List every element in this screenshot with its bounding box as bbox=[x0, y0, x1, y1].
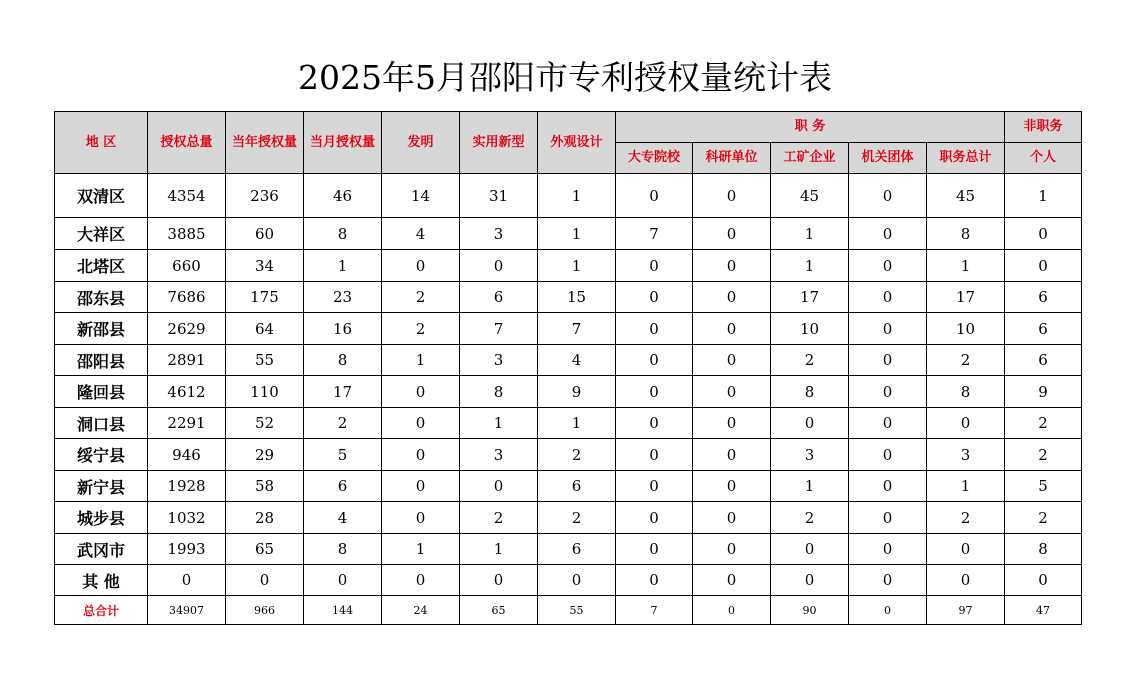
value-cell: 3 bbox=[771, 439, 849, 471]
table-row bbox=[55, 282, 1082, 313]
value-cell: 6 bbox=[1005, 282, 1082, 313]
value-cell: 0 bbox=[927, 534, 1005, 565]
value-cell: 2 bbox=[382, 282, 460, 313]
value-cell: 0 bbox=[226, 565, 304, 596]
header-design: 外观设计 bbox=[538, 112, 616, 174]
value-cell: 0 bbox=[616, 313, 693, 345]
value-cell: 8 bbox=[304, 534, 382, 565]
value-cell: 2 bbox=[538, 439, 616, 471]
value-cell: 0 bbox=[148, 565, 226, 596]
value-cell: 2291 bbox=[148, 408, 226, 439]
value-cell: 0 bbox=[616, 250, 693, 282]
value-cell: 2891 bbox=[148, 345, 226, 376]
value-cell: 0 bbox=[849, 408, 927, 439]
header-utility: 实用新型 bbox=[460, 112, 538, 174]
value-cell: 0 bbox=[849, 174, 927, 218]
total-value-cell: 55 bbox=[538, 596, 616, 625]
table-row bbox=[55, 250, 1082, 282]
value-cell: 2 bbox=[927, 345, 1005, 376]
header-invention: 发明 bbox=[382, 112, 460, 174]
value-cell: 0 bbox=[693, 376, 771, 408]
region-cell: 其 他 bbox=[55, 565, 148, 596]
total-value-cell: 90 bbox=[771, 596, 849, 625]
value-cell: 0 bbox=[382, 408, 460, 439]
total-value-cell: 144 bbox=[304, 596, 382, 625]
value-cell: 2 bbox=[771, 345, 849, 376]
value-cell: 2 bbox=[927, 502, 1005, 534]
value-cell: 0 bbox=[927, 565, 1005, 596]
value-cell: 946 bbox=[148, 439, 226, 471]
value-cell: 0 bbox=[538, 565, 616, 596]
header-universities: 大专院校 bbox=[616, 143, 693, 174]
header-year-grants: 当年授权量 bbox=[226, 112, 304, 174]
region-cell: 绥宁县 bbox=[55, 439, 148, 471]
value-cell: 1 bbox=[460, 408, 538, 439]
value-cell: 0 bbox=[304, 565, 382, 596]
value-cell: 0 bbox=[616, 565, 693, 596]
value-cell: 0 bbox=[927, 408, 1005, 439]
value-cell: 0 bbox=[771, 408, 849, 439]
value-cell: 0 bbox=[693, 565, 771, 596]
header-non-service: 非职务 bbox=[1005, 112, 1082, 143]
value-cell: 1928 bbox=[148, 471, 226, 502]
region-cell: 邵阳县 bbox=[55, 345, 148, 376]
table-row bbox=[55, 174, 1082, 218]
value-cell: 8 bbox=[304, 218, 382, 250]
value-cell: 29 bbox=[226, 439, 304, 471]
value-cell: 1 bbox=[538, 218, 616, 250]
value-cell: 0 bbox=[616, 502, 693, 534]
value-cell: 0 bbox=[693, 471, 771, 502]
value-cell: 5 bbox=[1005, 471, 1082, 502]
value-cell: 9 bbox=[1005, 376, 1082, 408]
value-cell: 1 bbox=[771, 250, 849, 282]
value-cell: 0 bbox=[849, 313, 927, 345]
value-cell: 0 bbox=[382, 376, 460, 408]
value-cell: 110 bbox=[226, 376, 304, 408]
header-region: 地 区 bbox=[55, 112, 148, 174]
value-cell: 65 bbox=[226, 534, 304, 565]
total-label: 总合计 bbox=[55, 596, 148, 625]
value-cell: 2 bbox=[304, 408, 382, 439]
value-cell: 0 bbox=[693, 313, 771, 345]
value-cell: 0 bbox=[849, 376, 927, 408]
value-cell: 0 bbox=[849, 534, 927, 565]
value-cell: 0 bbox=[460, 565, 538, 596]
value-cell: 0 bbox=[849, 250, 927, 282]
value-cell: 2629 bbox=[148, 313, 226, 345]
value-cell: 0 bbox=[693, 282, 771, 313]
value-cell: 4 bbox=[304, 502, 382, 534]
total-value-cell: 97 bbox=[927, 596, 1005, 625]
value-cell: 4 bbox=[382, 218, 460, 250]
value-cell: 0 bbox=[460, 250, 538, 282]
value-cell: 45 bbox=[771, 174, 849, 218]
value-cell: 0 bbox=[1005, 565, 1082, 596]
table-row bbox=[55, 376, 1082, 408]
value-cell: 175 bbox=[226, 282, 304, 313]
value-cell: 16 bbox=[304, 313, 382, 345]
value-cell: 1032 bbox=[148, 502, 226, 534]
value-cell: 0 bbox=[1005, 218, 1082, 250]
value-cell: 0 bbox=[382, 471, 460, 502]
value-cell: 45 bbox=[927, 174, 1005, 218]
value-cell: 8 bbox=[1005, 534, 1082, 565]
header-service-total: 职务总计 bbox=[927, 143, 1005, 174]
value-cell: 2 bbox=[460, 502, 538, 534]
value-cell: 6 bbox=[1005, 345, 1082, 376]
value-cell: 2 bbox=[382, 313, 460, 345]
value-cell: 17 bbox=[771, 282, 849, 313]
value-cell: 55 bbox=[226, 345, 304, 376]
table-row bbox=[55, 408, 1082, 439]
value-cell: 0 bbox=[849, 439, 927, 471]
region-cell: 新宁县 bbox=[55, 471, 148, 502]
value-cell: 0 bbox=[693, 439, 771, 471]
value-cell: 236 bbox=[226, 174, 304, 218]
region-cell: 武冈市 bbox=[55, 534, 148, 565]
value-cell: 660 bbox=[148, 250, 226, 282]
region-cell: 双清区 bbox=[55, 174, 148, 218]
value-cell: 4 bbox=[538, 345, 616, 376]
header-row-1 bbox=[55, 112, 1082, 143]
total-value-cell: 0 bbox=[693, 596, 771, 625]
value-cell: 0 bbox=[382, 439, 460, 471]
total-value-cell: 7 bbox=[616, 596, 693, 625]
table-row bbox=[55, 218, 1082, 250]
total-value-cell: 966 bbox=[226, 596, 304, 625]
value-cell: 0 bbox=[616, 408, 693, 439]
value-cell: 23 bbox=[304, 282, 382, 313]
value-cell: 0 bbox=[616, 376, 693, 408]
value-cell: 58 bbox=[226, 471, 304, 502]
value-cell: 0 bbox=[382, 565, 460, 596]
value-cell: 0 bbox=[382, 250, 460, 282]
total-value-cell: 0 bbox=[849, 596, 927, 625]
value-cell: 7 bbox=[460, 313, 538, 345]
value-cell: 1 bbox=[382, 534, 460, 565]
value-cell: 6 bbox=[304, 471, 382, 502]
value-cell: 0 bbox=[849, 471, 927, 502]
header-enterprises: 工矿企业 bbox=[771, 143, 849, 174]
value-cell: 1 bbox=[1005, 174, 1082, 218]
value-cell: 1 bbox=[538, 408, 616, 439]
value-cell: 17 bbox=[927, 282, 1005, 313]
region-cell: 城步县 bbox=[55, 502, 148, 534]
value-cell: 1 bbox=[538, 250, 616, 282]
value-cell: 0 bbox=[616, 439, 693, 471]
value-cell: 0 bbox=[693, 174, 771, 218]
value-cell: 6 bbox=[1005, 313, 1082, 345]
total-value-cell: 34907 bbox=[148, 596, 226, 625]
value-cell: 1 bbox=[460, 534, 538, 565]
value-cell: 0 bbox=[849, 345, 927, 376]
region-cell: 北塔区 bbox=[55, 250, 148, 282]
value-cell: 1 bbox=[382, 345, 460, 376]
value-cell: 0 bbox=[382, 502, 460, 534]
value-cell: 15 bbox=[538, 282, 616, 313]
value-cell: 2 bbox=[1005, 408, 1082, 439]
value-cell: 17 bbox=[304, 376, 382, 408]
header-month-grants: 当月授权量 bbox=[304, 112, 382, 174]
value-cell: 0 bbox=[616, 534, 693, 565]
value-cell: 0 bbox=[693, 218, 771, 250]
total-value-cell: 24 bbox=[382, 596, 460, 625]
total-row bbox=[55, 596, 1082, 625]
value-cell: 10 bbox=[927, 313, 1005, 345]
header-research-units: 科研单位 bbox=[693, 143, 771, 174]
value-cell: 3 bbox=[927, 439, 1005, 471]
patent-statistics-table bbox=[54, 111, 1082, 625]
value-cell: 6 bbox=[538, 534, 616, 565]
value-cell: 0 bbox=[693, 345, 771, 376]
value-cell: 3 bbox=[460, 439, 538, 471]
value-cell: 3885 bbox=[148, 218, 226, 250]
value-cell: 6 bbox=[538, 471, 616, 502]
value-cell: 7 bbox=[538, 313, 616, 345]
value-cell: 34 bbox=[226, 250, 304, 282]
header-government: 机关团体 bbox=[849, 143, 927, 174]
value-cell: 1 bbox=[304, 250, 382, 282]
value-cell: 0 bbox=[693, 534, 771, 565]
value-cell: 3 bbox=[460, 218, 538, 250]
value-cell: 0 bbox=[849, 282, 927, 313]
table-row bbox=[55, 439, 1082, 471]
value-cell: 7 bbox=[616, 218, 693, 250]
value-cell: 0 bbox=[616, 174, 693, 218]
value-cell: 0 bbox=[1005, 250, 1082, 282]
region-cell: 隆回县 bbox=[55, 376, 148, 408]
value-cell: 2 bbox=[1005, 439, 1082, 471]
value-cell: 8 bbox=[771, 376, 849, 408]
value-cell: 0 bbox=[616, 345, 693, 376]
value-cell: 8 bbox=[304, 345, 382, 376]
value-cell: 4612 bbox=[148, 376, 226, 408]
value-cell: 0 bbox=[693, 408, 771, 439]
value-cell: 8 bbox=[460, 376, 538, 408]
region-cell: 洞口县 bbox=[55, 408, 148, 439]
table-row bbox=[55, 565, 1082, 596]
value-cell: 0 bbox=[616, 471, 693, 502]
value-cell: 14 bbox=[382, 174, 460, 218]
header-service: 职 务 bbox=[616, 112, 1005, 143]
header-individual: 个人 bbox=[1005, 143, 1082, 174]
value-cell: 1 bbox=[771, 218, 849, 250]
value-cell: 28 bbox=[226, 502, 304, 534]
value-cell: 8 bbox=[927, 376, 1005, 408]
value-cell: 0 bbox=[771, 534, 849, 565]
header-total-grants: 授权总量 bbox=[148, 112, 226, 174]
value-cell: 1993 bbox=[148, 534, 226, 565]
table-row bbox=[55, 313, 1082, 345]
page-title: 2025年5月邵阳市专利授权量统计表 bbox=[298, 58, 832, 97]
value-cell: 10 bbox=[771, 313, 849, 345]
value-cell: 6 bbox=[460, 282, 538, 313]
value-cell: 0 bbox=[616, 282, 693, 313]
value-cell: 1 bbox=[927, 250, 1005, 282]
value-cell: 9 bbox=[538, 376, 616, 408]
total-value-cell: 65 bbox=[460, 596, 538, 625]
table-row bbox=[55, 471, 1082, 502]
value-cell: 1 bbox=[927, 471, 1005, 502]
value-cell: 2 bbox=[1005, 502, 1082, 534]
region-cell: 新邵县 bbox=[55, 313, 148, 345]
table-row bbox=[55, 534, 1082, 565]
value-cell: 5 bbox=[304, 439, 382, 471]
table-row bbox=[55, 502, 1082, 534]
table-row bbox=[55, 345, 1082, 376]
value-cell: 64 bbox=[226, 313, 304, 345]
value-cell: 60 bbox=[226, 218, 304, 250]
region-cell: 邵东县 bbox=[55, 282, 148, 313]
value-cell: 8 bbox=[927, 218, 1005, 250]
value-cell: 2 bbox=[538, 502, 616, 534]
value-cell: 0 bbox=[849, 502, 927, 534]
value-cell: 0 bbox=[460, 471, 538, 502]
value-cell: 0 bbox=[771, 565, 849, 596]
value-cell: 0 bbox=[849, 218, 927, 250]
region-cell: 大祥区 bbox=[55, 218, 148, 250]
value-cell: 4354 bbox=[148, 174, 226, 218]
value-cell: 0 bbox=[693, 250, 771, 282]
value-cell: 1 bbox=[771, 471, 849, 502]
value-cell: 0 bbox=[693, 502, 771, 534]
value-cell: 2 bbox=[771, 502, 849, 534]
value-cell: 52 bbox=[226, 408, 304, 439]
value-cell: 3 bbox=[460, 345, 538, 376]
total-value-cell: 47 bbox=[1005, 596, 1082, 625]
value-cell: 0 bbox=[849, 565, 927, 596]
value-cell: 46 bbox=[304, 174, 382, 218]
value-cell: 7686 bbox=[148, 282, 226, 313]
value-cell: 31 bbox=[460, 174, 538, 218]
value-cell: 1 bbox=[538, 174, 616, 218]
